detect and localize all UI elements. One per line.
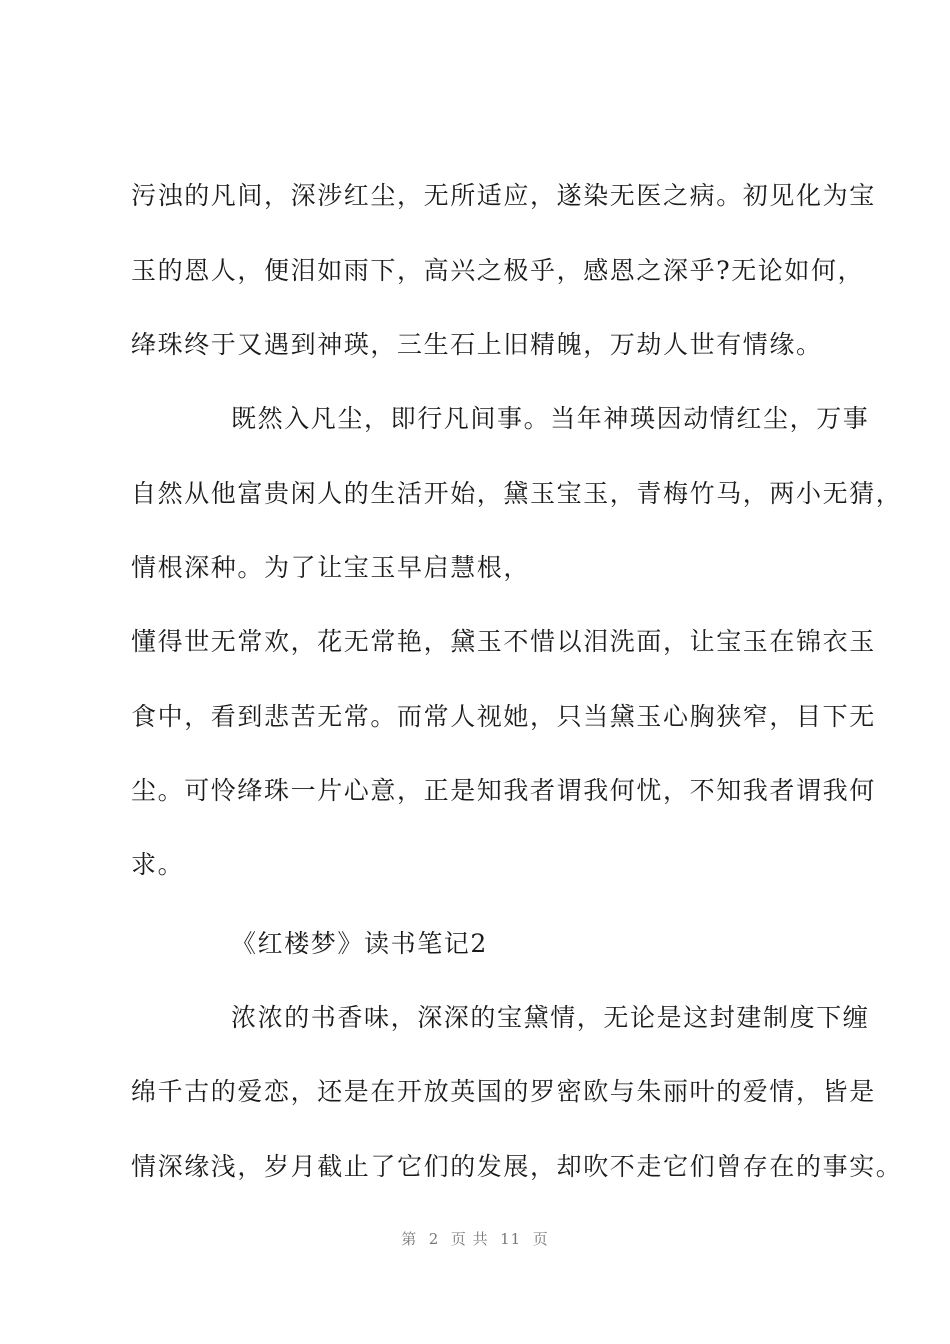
paragraph-line: 尘。可怜绛珠一片心意，正是知我者谓我何忧，不知我者谓我何 [131,776,876,805]
paragraph-line: 污浊的凡间，深涉红尘，无所适应，遂染无医之病。初见化为宝 [131,181,876,210]
paragraph-line: 自然从他富贵闲人的生活开始，黛玉宝玉，青梅竹马，两小无猜， [131,479,903,508]
paragraph-line: 情深缘浅，岁月截止了它们的发展，却吹不走它们曾存在的事实。 [131,1152,903,1181]
paragraph-line: 绛珠终于又遇到神瑛，三生石上旧精魄，万劫人世有情缘。 [131,330,823,359]
paragraph-line: 求。 [131,850,185,879]
paragraph-line: 既然入凡尘，即行凡间事。当年神瑛因动情红尘，万事 [231,404,870,433]
paragraph-line: 玉的恩人，便泪如雨下，高兴之极乎，感恩之深乎?无论如何， [131,256,865,285]
section-heading: 《红楼梦》读书笔记2 [231,929,488,958]
paragraph-line: 食中，看到悲苦无常。而常人视她，只当黛玉心胸狭窄，目下无 [131,702,876,731]
paragraph-line: 浓浓的书香味，深深的宝黛情，无论是这封建制度下缠 [231,1003,870,1032]
paragraph-line: 懂得世无常欢，花无常艳，黛玉不惜以泪洗面，让宝玉在锦衣玉 [131,627,876,656]
page-number-footer: 第 2 页 共 11 页 [401,1230,549,1248]
paragraph-line: 情根深种。为了让宝玉早启慧根， [131,553,531,582]
paragraph-line: 绵千古的爱恋，还是在开放英国的罗密欧与朱丽叶的爱情，皆是 [131,1077,876,1106]
